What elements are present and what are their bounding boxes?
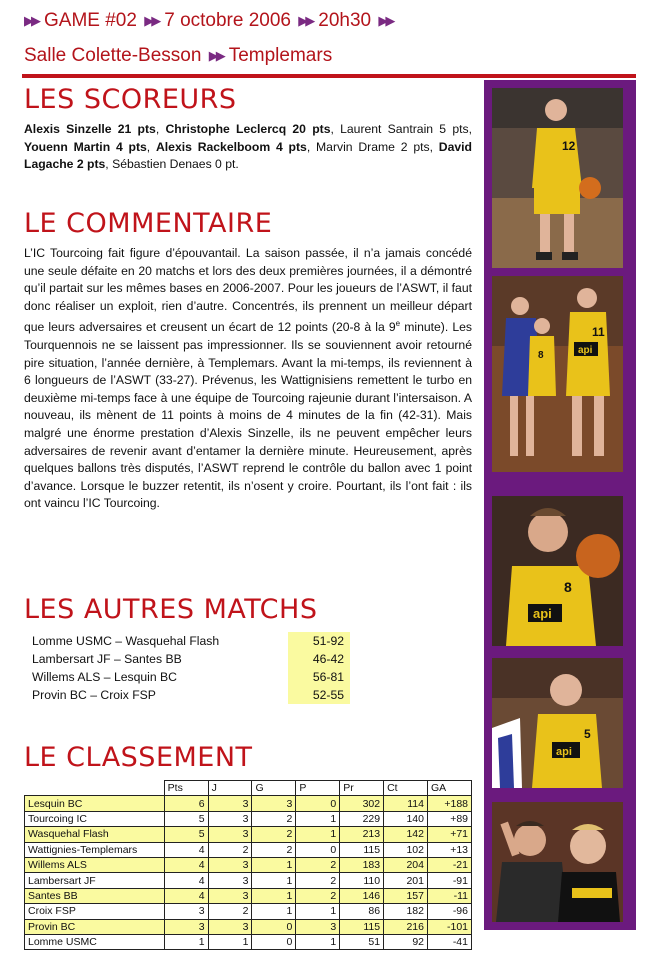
stat-cell-p: 1 [296, 904, 340, 919]
double-arrow-icon: ▶▶ [24, 13, 38, 28]
stat-cell-pts: 3 [164, 919, 208, 934]
header-cell: Pts [164, 781, 208, 796]
table-row [25, 811, 472, 826]
game-time: 20h30 [318, 10, 372, 31]
double-arrow-icon: ▶▶ [208, 48, 223, 63]
jersey-number: 12 [562, 139, 576, 153]
stat-cell-g: 0 [252, 919, 296, 934]
stat-cell-ct: 204 [384, 857, 428, 872]
stat-cell-ga: -41 [428, 934, 472, 949]
commentaire-title: LE COMMENTAIRE [24, 208, 273, 239]
match-score-cell [288, 686, 350, 704]
other-matches-list [26, 632, 350, 704]
autres-matchs-title: LES AUTRES MATCHS [24, 594, 318, 625]
stat-cell-g: 1 [252, 873, 296, 888]
header-cell: P [296, 781, 340, 796]
player-photo [492, 276, 623, 472]
stat-cell-pr: 213 [340, 827, 384, 842]
game-date: 7 octobre 2006 [164, 10, 291, 31]
team-name-cell: Wattignies-Templemars [25, 842, 165, 857]
stat-cell-pts: 5 [164, 827, 208, 842]
stat-cell-pr: 115 [340, 842, 384, 857]
stat-cell-pts: 4 [164, 873, 208, 888]
match-score-cell [288, 668, 350, 686]
table-row [25, 827, 472, 842]
player-photo [492, 88, 623, 268]
team-name-cell: Croix FSP [25, 904, 165, 919]
stat-cell-g: 3 [252, 796, 296, 811]
stat-cell-p: 3 [296, 919, 340, 934]
table-row [25, 873, 472, 888]
stat-cell-pts: 6 [164, 796, 208, 811]
stat-cell-pts: 4 [164, 888, 208, 903]
stat-cell-j: 3 [208, 873, 252, 888]
jersey-number: 5 [584, 727, 591, 741]
team-name-cell: Lomme USMC [25, 934, 165, 949]
stat-cell-ct: 216 [384, 919, 428, 934]
stat-cell-ga: -91 [428, 873, 472, 888]
team-name-cell: Willems ALS [25, 857, 165, 872]
team-name-cell: Tourcoing IC [25, 811, 165, 826]
stat-cell-pts: 4 [164, 857, 208, 872]
match-teams: Lomme USMC – Wasquehal Flash [32, 634, 220, 648]
stat-cell-ct: 182 [384, 904, 428, 919]
stat-cell-j: 2 [208, 842, 252, 857]
double-arrow-icon: ▶▶ [144, 13, 159, 28]
match-score: 56-81 [312, 670, 344, 684]
stat-cell-p: 2 [296, 888, 340, 903]
stat-cell-p: 1 [296, 827, 340, 842]
header-cell: Ct [384, 781, 428, 796]
stat-cell-j: 2 [208, 904, 252, 919]
stat-cell-pr: 110 [340, 873, 384, 888]
stat-cell-pts: 4 [164, 842, 208, 857]
commentaire-text [24, 245, 472, 513]
stat-cell-g: 1 [252, 888, 296, 903]
stat-cell-p: 0 [296, 796, 340, 811]
stat-cell-ct: 142 [384, 827, 428, 842]
match-teams: Provin BC – Croix FSP [32, 688, 156, 702]
match-teams: Willems ALS – Lesquin BC [32, 670, 177, 684]
match-score-cell [288, 632, 350, 650]
ordinal-suffix: e [395, 319, 401, 329]
stat-cell-j: 3 [208, 919, 252, 934]
table-row [25, 934, 472, 949]
scorer: Youenn Martin 4 pts [24, 139, 147, 154]
player-photo [492, 496, 623, 646]
match-row [26, 632, 350, 650]
scorer: Marvin Drame 2 pts [316, 139, 430, 154]
header-cell: Pr [340, 781, 384, 796]
stat-cell-ga: -101 [428, 919, 472, 934]
match-score-cell [288, 650, 350, 668]
team-name-cell: Lambersart JF [25, 873, 165, 888]
team-name-cell: Wasquehal Flash [25, 827, 165, 842]
player-photo [492, 658, 623, 788]
stat-cell-p: 2 [296, 873, 340, 888]
stat-cell-j: 3 [208, 811, 252, 826]
stat-cell-j: 3 [208, 827, 252, 842]
standings-body [25, 796, 472, 950]
classement-title: LE CLASSEMENT [24, 742, 253, 773]
team-name-cell: Santes BB [25, 888, 165, 903]
match-teams: Lambersart JF – Santes BB [32, 652, 182, 666]
header-cell: J [208, 781, 252, 796]
scorer: Christophe Leclercq 20 pts [165, 122, 331, 136]
stat-cell-ct: 157 [384, 888, 428, 903]
stat-cell-p: 1 [296, 934, 340, 949]
double-arrow-icon: ▶▶ [378, 13, 393, 28]
double-arrow-icon: ▶▶ [298, 13, 313, 28]
stat-cell-ct: 140 [384, 811, 428, 826]
stat-cell-pr: 115 [340, 919, 384, 934]
scorer: Laurent Santrain 5 pts [340, 122, 469, 136]
stat-cell-pts: 3 [164, 904, 208, 919]
stat-cell-ga: +188 [428, 796, 472, 811]
stat-cell-g: 2 [252, 811, 296, 826]
match-score: 51-92 [312, 634, 344, 648]
standings-table [24, 780, 472, 950]
jersey-number: 8 [538, 350, 544, 361]
stat-cell-p: 1 [296, 811, 340, 826]
jersey-number: 11 [592, 325, 605, 339]
stat-cell-p: 2 [296, 857, 340, 872]
table-row [25, 904, 472, 919]
scorer: David Lagache 2 pts [24, 139, 472, 172]
table-row [25, 857, 472, 872]
stat-cell-j: 3 [208, 888, 252, 903]
header-cell [25, 781, 165, 796]
match-row [26, 686, 350, 704]
table-header-row [25, 781, 472, 796]
venue-header [24, 45, 332, 67]
stat-cell-pr: 229 [340, 811, 384, 826]
match-row [26, 668, 350, 686]
stat-cell-j: 1 [208, 934, 252, 949]
scorer: Sébastien Denaes 0 pt. [112, 157, 239, 172]
stat-cell-p: 0 [296, 842, 340, 857]
stat-cell-ga: -11 [428, 888, 472, 903]
stat-cell-g: 2 [252, 842, 296, 857]
venue-city: Templemars [228, 45, 333, 66]
table-row [25, 919, 472, 934]
stat-cell-g: 0 [252, 934, 296, 949]
sponsor-logo: api [578, 345, 593, 356]
stat-cell-g: 1 [252, 904, 296, 919]
match-score: 52-55 [312, 688, 344, 702]
team-name-cell: Provin BC [25, 919, 165, 934]
header-cell: G [252, 781, 296, 796]
game-header [24, 10, 398, 32]
stat-cell-g: 2 [252, 827, 296, 842]
photo-strip [484, 80, 636, 930]
scorer: Alexis Sinzelle 21 pts [24, 122, 156, 136]
stat-cell-ga: -21 [428, 857, 472, 872]
stat-cell-pts: 1 [164, 934, 208, 949]
player-photo [492, 802, 623, 922]
scoreurs-title: LES SCOREURS [24, 84, 237, 115]
sponsor-logo: api [556, 746, 572, 758]
stat-cell-ct: 201 [384, 873, 428, 888]
stat-cell-ct: 114 [384, 796, 428, 811]
commentaire-body-a: L’IC Tourcoing fait figure d’épouvantail. La saison passée, il n’a jamais concédé une seule défaite en 20 matchs et lors des deux premières journées, il a démontré qu’il partait sur les mêmes bases en 2006-2007. Pour les joueurs de l’ASWT, il faut donc réaliser un exploit, rien d’autre. Concentrés, ils prennent un meilleur départ que leurs adversaires et creusent un écart de 12 points (20-8 à la 9 [24, 246, 472, 335]
jersey-number: 8 [564, 579, 572, 595]
stat-cell-pr: 51 [340, 934, 384, 949]
table-row [25, 888, 472, 903]
stat-cell-j: 3 [208, 796, 252, 811]
commentaire-body-b: minute). Les Tourquennois ne se laissent pas impressionner. Ils se souviennent avoir retourné pire situation, l’année dernière, à Templemars. Avant la mi-temps, ils reviennent à 6 longueurs de l’ASWT (33-27). Prévenus, les Wattignisiens remettent le turbo en deuxième mi-temps face à une équipe de Tourcoing rajeunie durant l’intersaison. A nouveau, ils mènent de 11 points à moins de 4 minutes de la fin (42-31). Mais malgré une énorme prestation d’Alexis Sinzelle, ils ne peuvent empêcher leurs adversaires de revenir avant d’entamer la dernière minute. Heureusement, après quelques ballons très disputés, l’ASWT reprend le contrôle du ballon avec 1 point d’avance. Lorsque le buzzer retentit, ils n’osent y croire. Pourtant, ils l’ont fait : ils ont vaincu l’IC Tourcoing. [24, 320, 472, 511]
match-row [26, 650, 350, 668]
scorer: Alexis Rackelboom 4 pts [155, 139, 307, 154]
stat-cell-pts: 5 [164, 811, 208, 826]
stat-cell-ct: 102 [384, 842, 428, 857]
stat-cell-ga: +13 [428, 842, 472, 857]
table-row [25, 842, 472, 857]
scoreurs-text: Alexis Sinzelle 21 pts, Christophe Leclercq 20 pts, Laurent Santrain 5 pts, Youenn Martin 4 pts, Alexis Rackelboom 4 pts, Marvin Drame 2 pts, David Lagache 2 pts, Sébastien Denaes 0 pt. [24, 122, 472, 172]
stat-cell-ga: +89 [428, 811, 472, 826]
stat-cell-j: 3 [208, 857, 252, 872]
team-name-cell: Lesquin BC [25, 796, 165, 811]
stat-cell-ct: 92 [384, 934, 428, 949]
stat-cell-ga: +71 [428, 827, 472, 842]
game-number: GAME #02 [44, 10, 137, 31]
stat-cell-g: 1 [252, 857, 296, 872]
match-score: 46-42 [312, 652, 344, 666]
stat-cell-pr: 183 [340, 857, 384, 872]
stat-cell-pr: 302 [340, 796, 384, 811]
venue-name: Salle Colette-Besson [24, 45, 202, 66]
sponsor-logo: api [533, 606, 552, 621]
header-cell: GA [428, 781, 472, 796]
stat-cell-pr: 86 [340, 904, 384, 919]
stat-cell-ga: -96 [428, 904, 472, 919]
stat-cell-pr: 146 [340, 888, 384, 903]
table-row [25, 796, 472, 811]
header-divider [22, 74, 636, 78]
